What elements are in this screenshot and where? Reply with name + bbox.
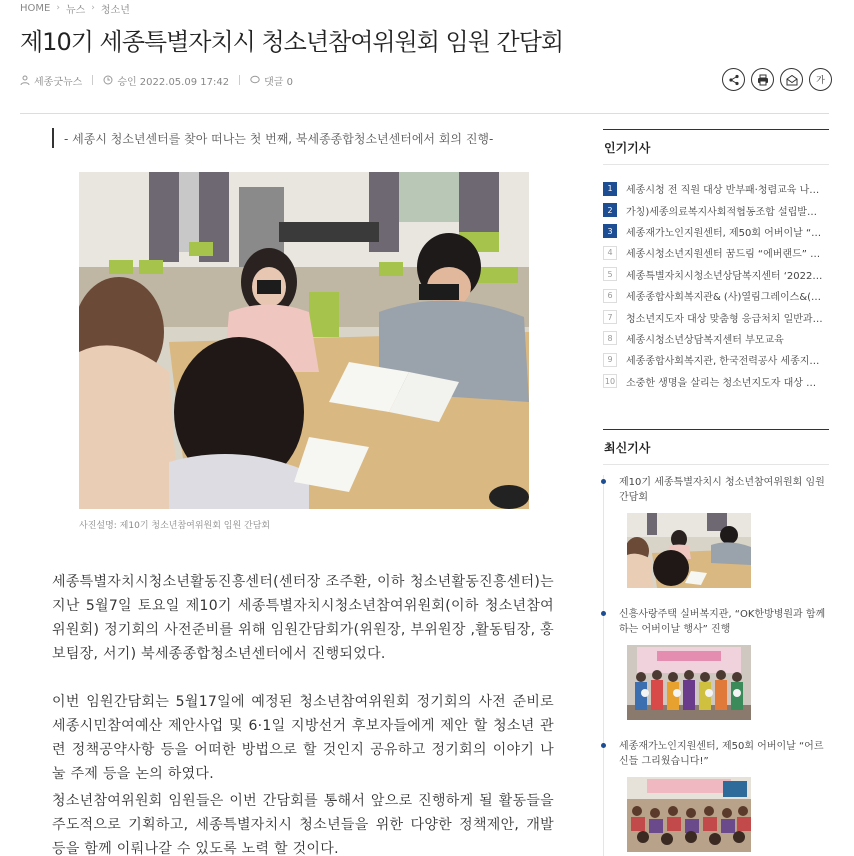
popular-item[interactable] [603,242,829,263]
article-tools [722,68,832,91]
thumbnail-image [627,777,751,852]
bullet-icon [601,743,606,748]
popular-item[interactable] [603,349,829,370]
meeting-photo [79,172,529,509]
rank-badge: 8 [603,331,617,345]
popular-item[interactable] [603,221,829,242]
popular-item[interactable] [603,306,829,327]
breadcrumb [20,1,130,15]
rank-badge: 2 [603,203,617,217]
comment-text: 댓글 0 [264,76,293,88]
popular-item[interactable] [603,178,829,199]
latest-thumbnail[interactable] [627,645,751,720]
popular-item-title[interactable]: 가칭)세종의료복지사회적협동조합 설립발… [626,206,817,218]
photo-caption: 사진설명: 제10기 청소년참여위원회 임원 간담회 [79,521,271,531]
latest-item-title[interactable]: 신흥사랑주택 실버복지관, “OK한방병원과 함께하는 어버이날 행사” 진행 [619,609,826,635]
popular-heading: 인기기사 [603,129,829,165]
latest-item[interactable] [612,475,826,588]
latest-item[interactable] [612,739,826,852]
latest-articles [603,429,829,767]
author-name: 세종굿뉴스 [34,76,83,88]
bullet-icon [601,611,606,616]
latest-item-title[interactable]: 제10기 세종특별자치시 청소년참여위원회 임원 간담회 [619,477,825,503]
rank-badge: 1 [603,182,617,196]
popular-item-title[interactable]: 청소년지도자 대상 맞춤형 응급처치 일반과… [626,313,823,325]
share-button[interactable] [722,68,745,91]
rank-badge: 6 [603,289,617,303]
clock-icon [103,75,113,85]
chevron-right-icon: › [56,3,60,13]
user-icon [20,75,30,85]
popular-item[interactable] [603,264,829,285]
email-icon [786,74,798,86]
popular-item[interactable] [603,328,829,349]
popular-list [603,178,829,392]
rank-badge: 3 [603,224,617,238]
popular-item-title[interactable]: 소중한 생명을 살리는 청소년지도자 대상 … [626,377,817,389]
latest-thumbnail[interactable] [627,777,751,852]
article-meta [20,72,293,88]
article-paragraph: 이번 임원간담회는 5월17일에 예정된 청소년참여위원회 정기회의 사전 준비로 세종시민참여예산 제안사업 및 6·1일 지방선거 후보자들에게 제안 할 청소년 관련 정책공약사항 등을 어떠한 방법으로 할 것인지 공유하고 정기회의 이야기 나눌 주제 등을 논의 하였다. [52,694,554,782]
article-subtitle: - 세종시 청소년센터를 찾아 떠나는 첫 번째, 북세종종합청소년센터에서 회의 진행- [52,128,493,148]
author [20,73,82,88]
latest-item-title[interactable]: 세종재가노인지원센터, 제50회 어버이날 “어르신들 그리웠습니다!” [619,741,824,767]
popular-item-title[interactable]: 세종종합사회복지관, 한국전력공사 세종지… [626,356,820,368]
rank-badge: 4 [603,246,617,260]
print-button[interactable] [751,68,774,91]
popular-item-title[interactable]: 세종시청 전 직원 대상 반부패·청렴교육 나… [626,185,820,197]
popular-item[interactable] [603,199,829,220]
article-photo [79,172,529,509]
print-icon [757,74,769,86]
article-paragraph: 세종특별자치시청소년활동진흥센터(센터장 조주환, 이하 청소년활동진흥센터)는 지난 5월7일 토요일 제10기 세종특별자치시청소년참여위원회(이하 청소년참여위원회) 정기회의 사전준비를 위해 임원간담회가(위원장, 부위원장 ,활동팀장, 홍보팀장, 서기) 북세종종합청소년센터에서 진행되었다. [52,574,554,662]
popular-item-title[interactable]: 세종종합사회복지관& (사)열림그레이스&(… [626,292,822,304]
rank-badge: 5 [603,267,617,281]
latest-list [603,475,829,856]
approved-time [103,73,229,88]
font-size-label: 가 [816,75,825,85]
email-button[interactable] [780,68,803,91]
rank-badge: 10 [603,374,617,388]
popular-item-title[interactable]: 세종시청소년상담복지센터 부모교육 [626,334,784,346]
page-title: 제10기 세종특별자치시 청소년참여위원회 임원 간담회 [20,28,564,56]
latest-item[interactable] [612,607,826,720]
rank-badge: 7 [603,310,617,324]
share-icon [728,74,740,86]
thumbnail-image [627,645,751,720]
rank-badge: 9 [603,353,617,367]
latest-thumbnail[interactable] [627,513,751,588]
font-size-button[interactable] [809,68,832,91]
approved-text: 승인 2022.05.09 17:42 [117,76,230,88]
thumbnail-image [627,513,751,588]
popular-item[interactable] [603,285,829,306]
popular-item-title[interactable]: 세종특별자치시청소년상담복지센터 ‘2022… [626,270,823,282]
popular-articles [603,129,829,392]
comment-count[interactable] [250,73,293,88]
popular-item[interactable] [603,371,829,392]
latest-heading: 최신기사 [603,429,829,465]
breadcrumb-youth[interactable]: 청소년 [100,4,130,16]
comment-icon [250,75,260,85]
chevron-right-icon: › [91,3,95,13]
popular-item-title[interactable]: 세종시청소년지원센터 꿈드림 “에버랜드” … [626,249,821,261]
bullet-icon [601,479,606,484]
article-paragraph: 청소년참여위원회 임원들은 이번 간담회를 통해서 앞으로 진행하게 될 활동들을 주도적으로 기획하고, 세종특별자치시 청소년들을 위한 다양한 정책제안, 개발 등을 함께 이뤄나갈 수 있도록 노력 할 것이다. [52,793,554,856]
breadcrumb-news[interactable]: 뉴스 [65,4,86,16]
divider [20,113,829,114]
breadcrumb-home[interactable]: HOME [20,2,51,14]
popular-item-title[interactable]: 세종재가노인지원센터, 제50회 어버이날 “… [626,227,822,239]
